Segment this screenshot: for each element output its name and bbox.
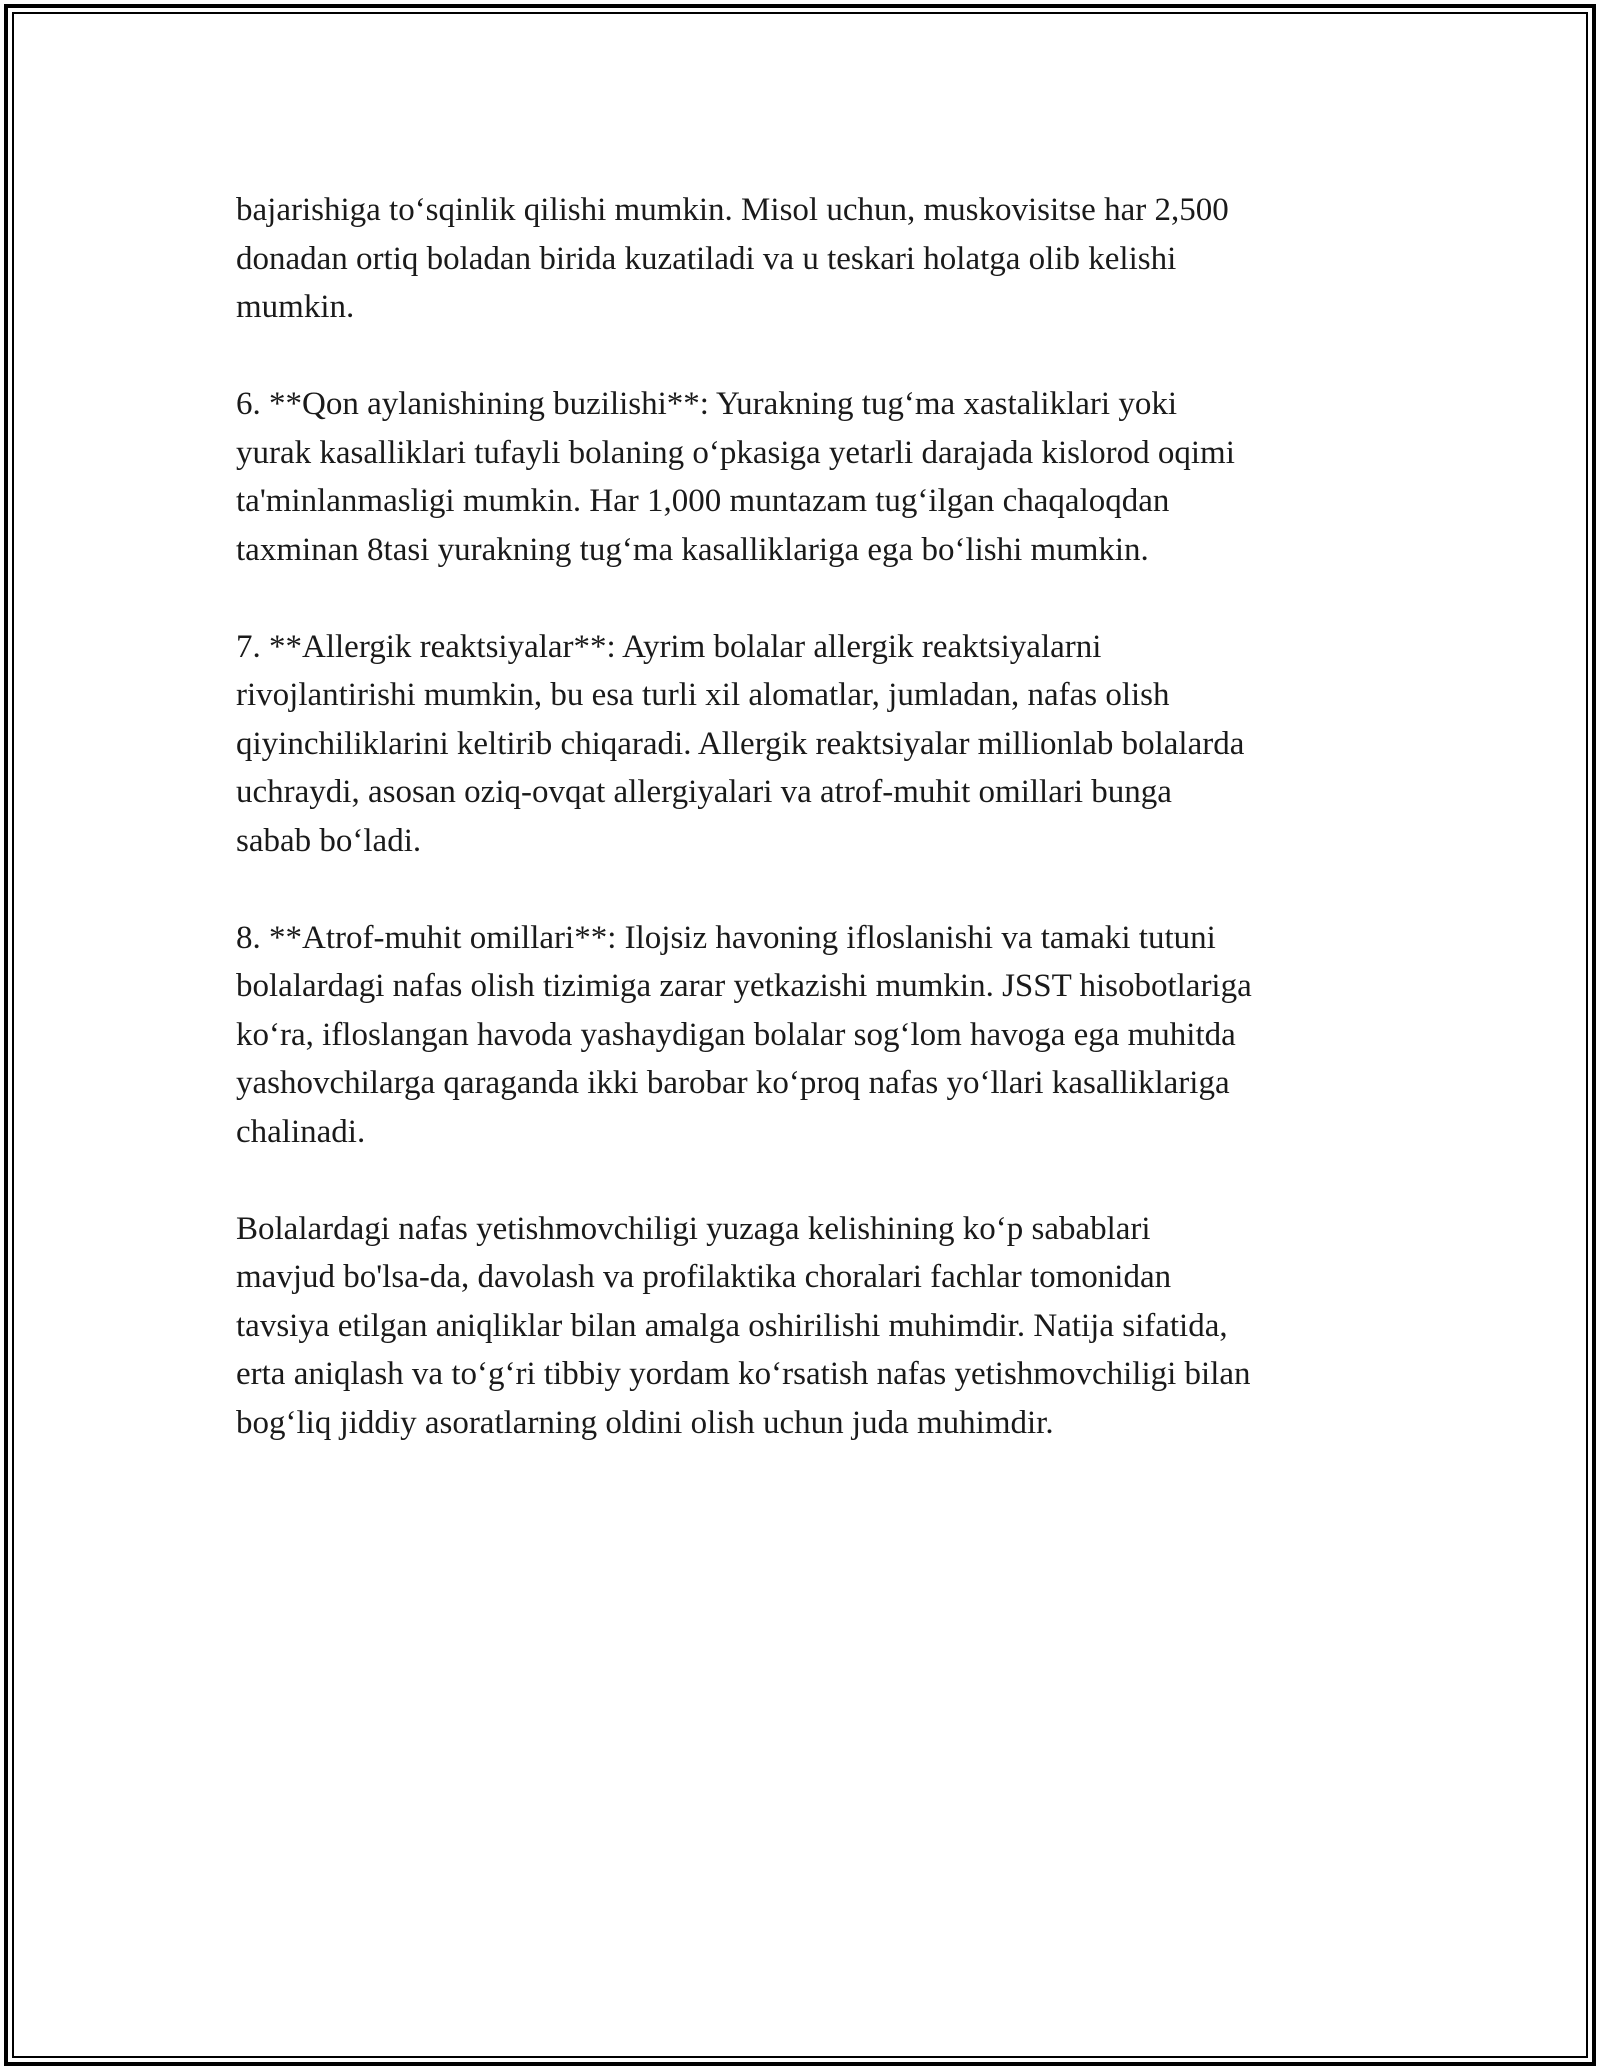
text-line: bog‘liq jiddiy asoratlarning oldini olish uchun juda muhimdir. [236,1404,1054,1441]
text-line: rivojlantirishi mumkin, bu esa turli xil alomatlar, jumladan, nafas olish [236,677,1170,713]
paragraph-item-6 [236,380,1376,574]
paragraph-conclusion [236,1205,1376,1448]
text-line: mumkin. [236,289,355,325]
text-line: 8. **Atrof-muhit omillari**: Ilojsiz havoning ifloslanishi va tamaki tutuni [236,919,1216,956]
text-line: 7. **Allergik reaktsiyalar**: Ayrim bolalar allergik reaktsiyalarni [236,628,1102,665]
text-line: erta aniqlash va to‘g‘ri tibbiy yordam ko‘rsatish nafas yetishmovchiligi bilan [236,1356,1251,1392]
text-line: sabab bo‘ladi. [236,822,422,859]
text-line: Bolalardagi nafas yetishmovchiligi yuzaga kelishining ko‘p sabablari [236,1210,1151,1247]
paragraph-item-8 [236,914,1376,1157]
text-line: bajarishiga to‘sqinlik qilishi mumkin. Misol uchun, muskovisitse har 2,500 [236,192,1229,228]
text-line: donadan ortiq boladan birida kuzatiladi va u teskari holatga olib kelishi [236,240,1177,277]
text-line: qiyinchiliklarini keltirib chiqaradi. Allergik reaktsiyalar millionlab bolalarda [236,725,1245,762]
text-line: yurak kasalliklari tufayli bolaning o‘pkasiga yetarli darajada kislorod oqimi [236,434,1235,471]
text-line: mavjud bo'lsa-da, davolash va profilaktika choralari fachlar tomonidan [236,1259,1172,1295]
text-line: chalinadi. [236,1113,366,1150]
text-line: tavsiya etilgan aniqliklar bilan amalga oshirilishi muhimdir. Natija sifatida, [236,1307,1228,1344]
text-line: taxminan 8tasi yurakning tug‘ma kasalliklariga ega bo‘lishi mumkin. [236,531,1149,568]
text-line: 6. **Qon aylanishining buzilishi**: Yurakning tug‘ma xastaliklari yoki [236,386,1177,422]
text-line: yashovchilarga qaraganda ikki barobar ko‘proq nafas yo‘llari kasalliklariga [236,1065,1230,1101]
text-line: ta'minlanmasligi mumkin. Har 1,000 muntazam tug‘ilgan chaqaloqdan [236,483,1170,519]
paragraph-item-7 [236,623,1376,866]
paragraph-continuation [236,186,1376,332]
text-line: bolalardagi nafas olish tizimiga zarar yetkazishi mumkin. JSST hisobotlariga [236,968,1252,1004]
text-line: ko‘ra, ifloslangan havoda yashaydigan bolalar sog‘lom havoga ega muhitda [236,1016,1236,1053]
text-line: uchraydi, asosan oziq-ovqat allergiyalari va atrof-muhit omillari bunga [236,774,1172,810]
document-body [236,186,1376,1447]
